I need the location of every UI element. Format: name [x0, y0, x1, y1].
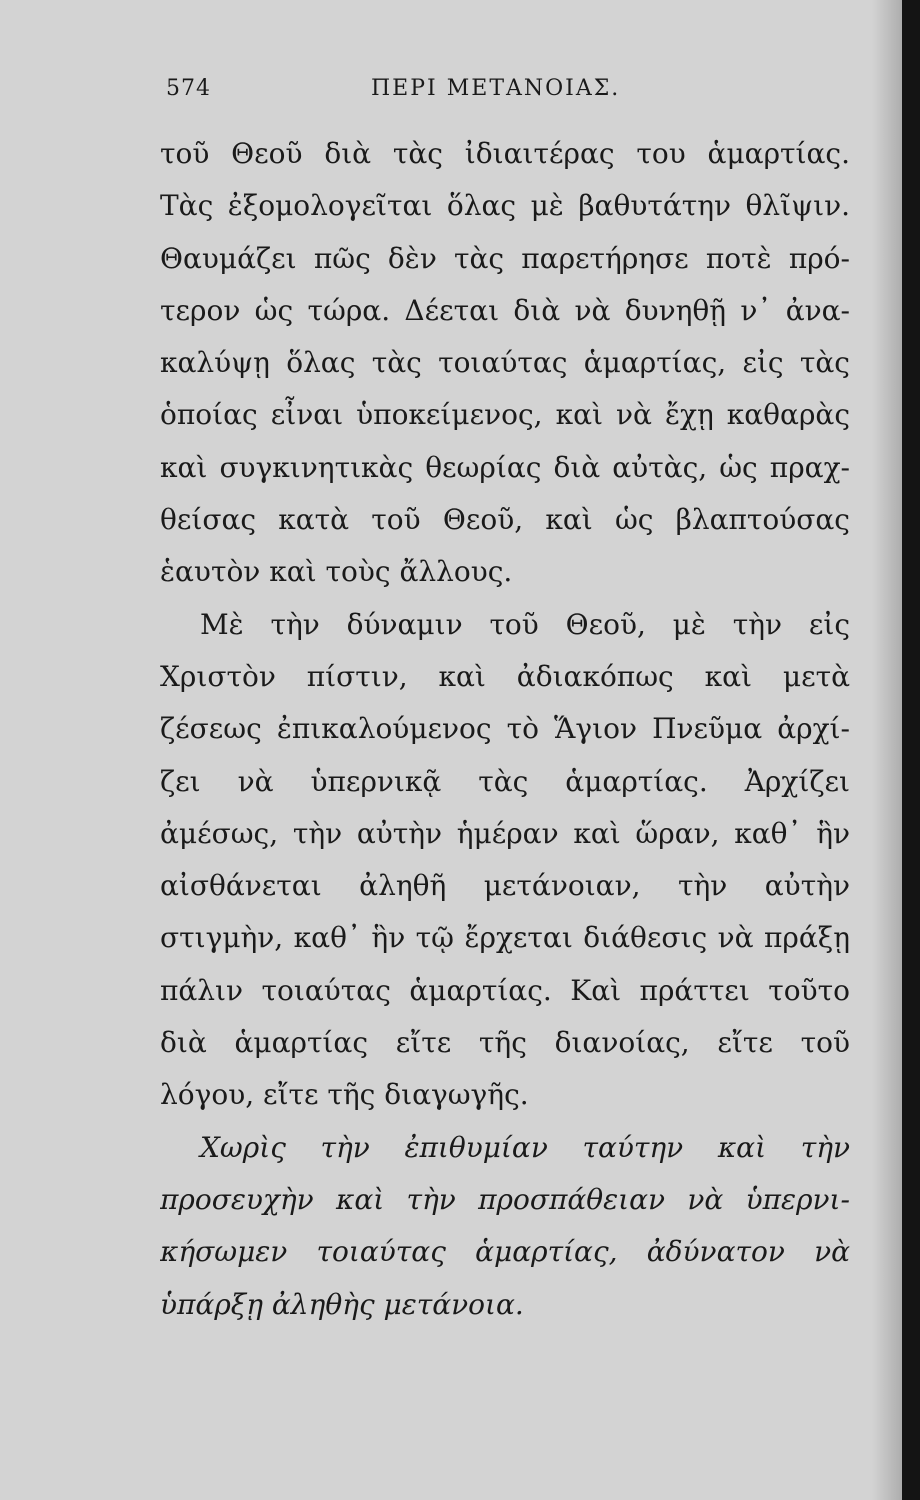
text-line: Θαυμάζει πῶς δὲν τὰς παρετήρησε ποτὲ πρό-: [160, 241, 850, 275]
text-line: καὶ συγκινητικὰς θεωρίας διὰ αὐτὰς, ὡς πραχ-: [160, 450, 850, 484]
text-line: ὑπάρξῃ ἀληθὴς μετάνοια.: [160, 1287, 524, 1321]
text-line: πάλιν τοιαύτας ἁμαρτίας. Καὶ πράττει τοῦτο: [160, 973, 850, 1007]
page-edge: [902, 0, 920, 1500]
text-line: Χριστὸν πίστιν, καὶ ἀδιακόπως καὶ μετὰ: [160, 659, 850, 693]
text-line: αἰσθάνεται ἀληθῆ μετάνοιαν, τὴν αὐτὴν: [160, 869, 850, 903]
running-title: ΠΕΡΙ ΜΕΤΑΝΟΙΑΣ.: [371, 76, 621, 101]
text-line: θείσας κατὰ τοῦ Θεοῦ, καὶ ὡς βλαπτούσας: [160, 503, 850, 537]
text-line: Τὰς ἐξομολογεῖται ὅλας μὲ βαθυτάτην θλῖψιν.: [160, 189, 850, 223]
text-line: λόγου, εἴτε τῆς διαγωγῆς.: [160, 1078, 529, 1112]
text-line: ὁποίας εἶναι ὑποκείμενος, καὶ νὰ ἔχῃ καθαρὰς: [160, 398, 850, 432]
text-line: ζέσεως ἐπικαλούμενος τὸ Ἅγιον Πνεῦμα ἀρχί-: [160, 712, 850, 746]
text-line: τερον ὡς τώρα. Δέεται διὰ νὰ δυνηθῇ ν᾽ ἀνα-: [160, 293, 850, 327]
page-header: [166, 70, 846, 110]
text-line: Χωρὶς τὴν ἐπιθυμίαν ταύτην καὶ τὴν: [200, 1130, 850, 1164]
text-body: [160, 128, 850, 1331]
text-line: Μὲ τὴν δύναμιν τοῦ Θεοῦ, μὲ τὴν εἰς: [200, 607, 850, 641]
text-line: ζει νὰ ὑπερνικᾷ τὰς ἁμαρτίας. Ἀρχίζει: [160, 764, 850, 798]
text-line: διὰ ἁμαρτίας εἴτε τῆς διανοίας, εἴτε τοῦ: [160, 1026, 850, 1060]
page-number: 574: [166, 76, 211, 101]
text-line: ἀμέσως, τὴν αὐτὴν ἡμέραν καὶ ὥραν, καθ᾽ ἣν: [160, 816, 850, 850]
text-line: προσευχὴν καὶ τὴν προσπάθειαν νὰ ὑπερνι-: [160, 1182, 850, 1216]
text-line: κήσωμεν τοιαύτας ἁμαρτίας, ἀδύνατον νὰ: [160, 1235, 850, 1269]
page-gutter-shadow: [872, 0, 902, 1500]
text-line: τοῦ Θεοῦ διὰ τὰς ἰδιαιτέρας του ἁμαρτίας.: [160, 137, 850, 170]
text-line: ἑαυτὸν καὶ τοὺς ἄλλους.: [160, 555, 513, 589]
text-line: στιγμὴν, καθ᾽ ἣν τῷ ἔρχεται διάθεσις νὰ πράξῃ: [160, 921, 850, 955]
text-line: καλύψῃ ὅλας τὰς τοιαύτας ἁμαρτίας, εἰς τὰς: [160, 346, 850, 380]
